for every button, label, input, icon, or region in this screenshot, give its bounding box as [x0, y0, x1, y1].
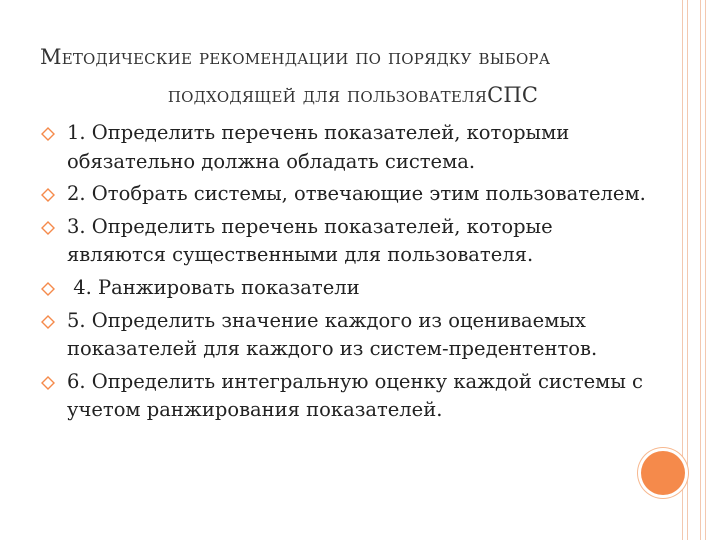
decorative-rule: [700, 0, 701, 540]
title-line-2: подходящей для пользователяСПС: [167, 83, 539, 107]
list-item-text: 6. Определить интегральную оценку каждой системы с учетом ранжирования показателей.: [67, 369, 643, 422]
hollow-diamond-icon: [41, 127, 55, 141]
list-item-text: 3. Определить перечень показателей, которые являются существенными для пользователя.: [67, 214, 553, 267]
hollow-diamond-icon: [41, 221, 55, 235]
bullet-list: [40, 119, 650, 429]
list-item-text: 4. Ранжировать показатели: [67, 275, 360, 299]
list-item: [40, 213, 650, 270]
hollow-diamond-icon: [41, 315, 55, 329]
slide-title: [40, 38, 660, 114]
title-line-1: Методические рекомендации по порядку выбора: [40, 45, 551, 69]
list-item: [40, 307, 650, 364]
list-item-text: 5. Определить значение каждого из оцениваемых показателей для каждого из систем-предентентов.: [67, 308, 598, 361]
list-item-text: 1. Определить перечень показателей, которыми обязательно должна обладать система.: [67, 121, 570, 173]
decorative-circle: [641, 451, 685, 495]
hollow-diamond-icon: [41, 188, 55, 202]
decorative-rule: [682, 0, 683, 540]
list-item: [40, 274, 650, 303]
list-item: [40, 180, 650, 209]
decorative-rule: [687, 0, 688, 540]
hollow-diamond-icon: [41, 282, 55, 296]
list-item: [40, 368, 650, 425]
list-item-text: 2. Отобрать системы, отвечающие этим пользователем.: [67, 182, 646, 206]
list-item: [40, 119, 650, 176]
decorative-rule: [705, 0, 706, 540]
hollow-diamond-icon: [41, 376, 55, 390]
